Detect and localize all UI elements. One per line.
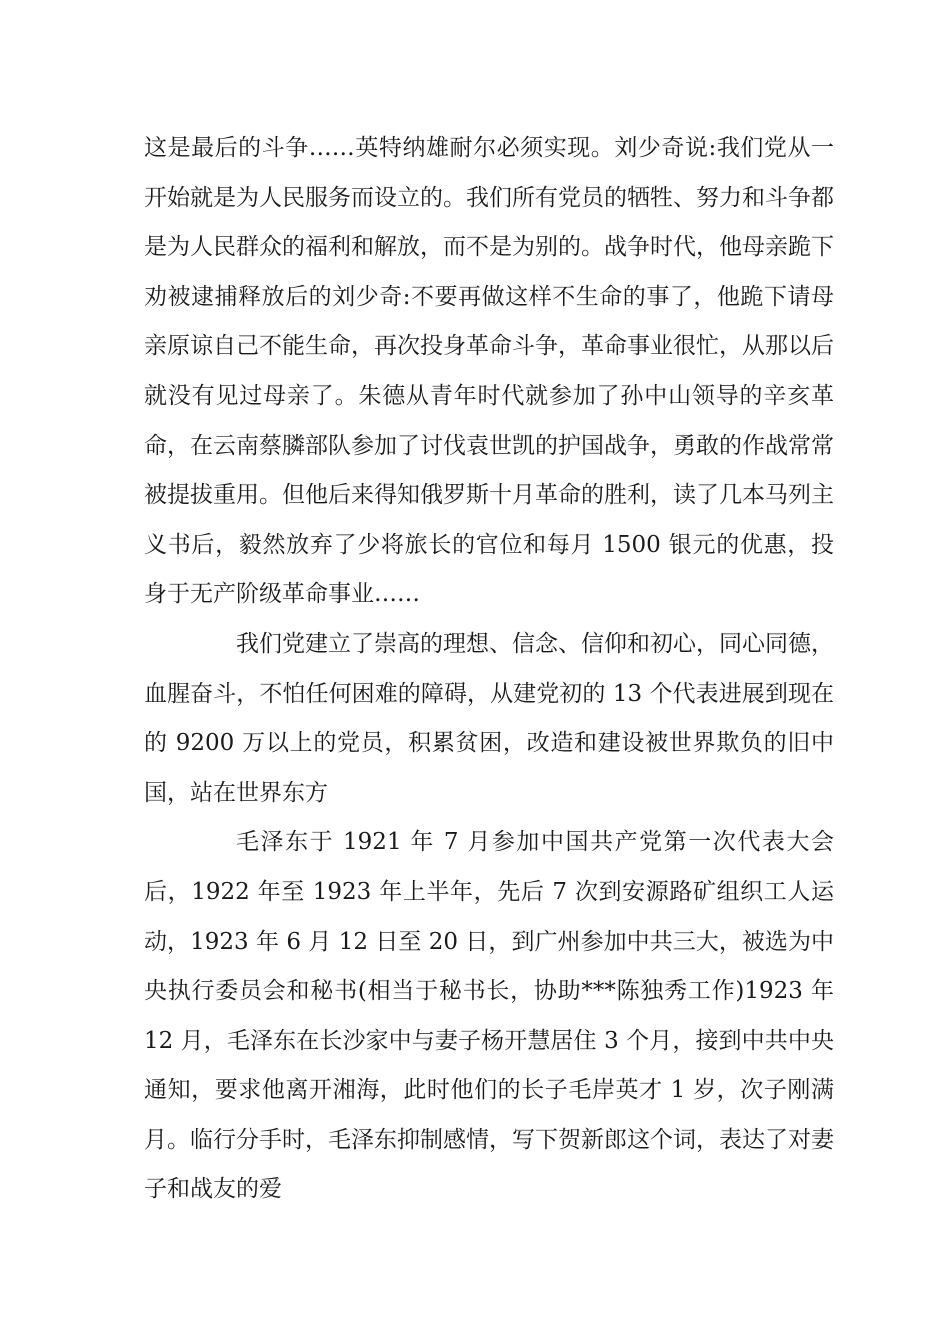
document-body	[144, 124, 834, 1215]
paragraph-1: 这是最后的斗争……英特纳雄耐尔必须实现。刘少奇说:我们党从一开始就是为人民服务而设立的。我们所有党员的牺牲、努力和斗争都是为人民群众的福利和解放，而不是为别的。战争时代，他母亲跪下劝被逮捕释放后的刘少奇:不要再做这样不生命的事了，他跪下请母亲原谅自己不能生命，再次投身革命斗争，革命事业很忙，从那以后就没有见过母亲了。朱德从青年时代就参加了孙中山领导的辛亥革命，在云南蔡膦部队参加了讨伐袁世凯的护国战争，勇敢的作战常常被提拔重用。但他后来得知俄罗斯十月革命的胜利，读了几本马列主义书后，毅然放弃了少将旅长的官位和每月 1500 银元的优惠，投身于无产阶级革命事业……	[144, 135, 834, 608]
paragraph-3: 毛泽东于 1921 年 7 月参加中国共产党第一次代表大会后，1922 年至 1923 年上半年，先后 7 次到安源路矿组织工人运动，1923 年 6 月 12 日至 20 日，到广州参加中共三大，被选为中央执行委员会和秘书(相当于秘书长，协助***陈独秀工作)1923 年 12 月，毛泽东在长沙家中与妻子杨开慧居住 3 个月，接到中共中央通知，要求他离开湘海，此时他们的长子毛岸英才 1 岁，次子刚满月。临行分手时，毛泽东抑制感情，写下贺新郎这个词，表达了对妻子和战友的爱	[144, 829, 834, 1203]
paragraph-2: 我们党建立了崇高的理想、信念、信仰和初心，同心同德，血腥奋斗，不怕任何困难的障碍，从建党初的 13 个代表进展到现在的 9200 万以上的党员，积累贫困，改造和建设被世界欺负的旧中国，站在世界东方	[144, 630, 834, 806]
